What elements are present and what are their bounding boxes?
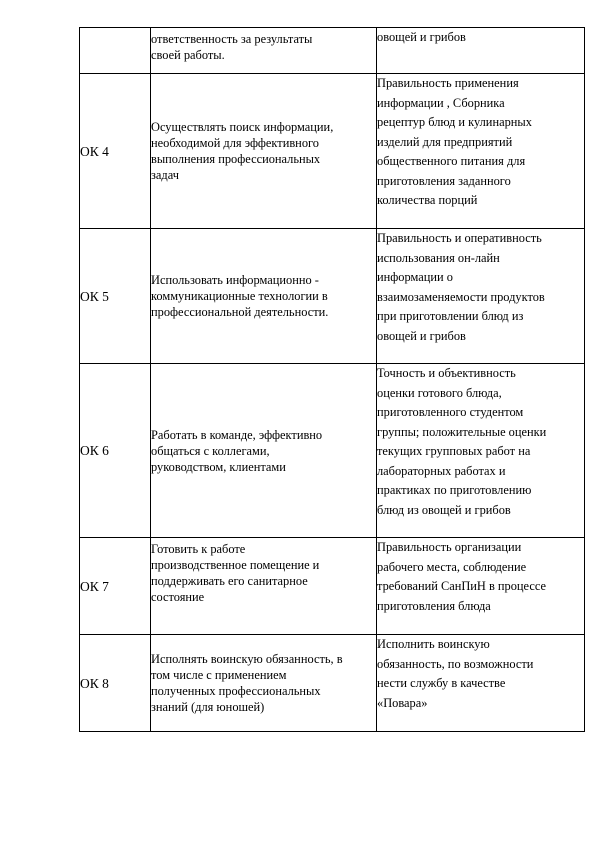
text-line: обязанность, по возможности xyxy=(377,656,534,671)
text-line: приготовленного студентом xyxy=(377,405,524,419)
text-line: своей работы. xyxy=(151,48,225,62)
table-row xyxy=(80,635,585,732)
text-line: поддерживать его санитарное xyxy=(151,574,308,588)
criteria-text xyxy=(377,229,585,364)
text-line: лабораторных работах и xyxy=(377,463,506,478)
text-line: практиках по приготовлению xyxy=(377,483,532,497)
competency-text xyxy=(151,635,377,732)
text-line: взаимозаменяемости продуктов xyxy=(377,289,545,304)
text-line: состояние xyxy=(151,590,205,604)
competency-text xyxy=(151,538,377,635)
text-line: Правильность применения xyxy=(377,76,519,90)
competency-text xyxy=(151,28,377,74)
text-line: производственное помещение и xyxy=(151,558,320,572)
text-line: «Повара» xyxy=(377,695,428,710)
text-line: коммуникационные технологии в xyxy=(151,289,328,303)
text-line: Точность и объективность xyxy=(377,366,516,380)
text-line: Правильность и оперативность xyxy=(377,231,542,245)
text-line: Исполнять воинскую обязанность, в xyxy=(151,652,343,666)
text-line: руководством, клиентами xyxy=(151,459,286,474)
competency-text xyxy=(151,74,377,229)
text-line: блюд из овощей и грибов xyxy=(377,502,511,517)
text-line: группы; положительные оценки xyxy=(377,424,547,439)
table-row xyxy=(80,74,585,229)
text-line: использования он-лайн xyxy=(377,250,500,265)
text-line: профессиональной деятельности. xyxy=(151,305,329,319)
competency-code: ОК 7 xyxy=(80,538,151,635)
text-line: Правильность организации xyxy=(377,540,522,554)
text-line: информации , Сборника xyxy=(377,95,505,110)
competency-code: ОК 4 xyxy=(80,74,151,229)
text-line: текущих групповых работ на xyxy=(377,444,531,458)
text-line: ответственность за результаты xyxy=(151,32,313,46)
text-line: рецептур блюд и кулинарных xyxy=(377,115,532,129)
text-line: оценки готового блюда, xyxy=(377,385,502,400)
criteria-text xyxy=(377,635,585,732)
criteria-text xyxy=(377,74,585,229)
table-row xyxy=(80,229,585,364)
text-line: приготовления блюда xyxy=(377,598,491,613)
competency-code: ОК 6 xyxy=(80,364,151,538)
table-row xyxy=(80,364,585,538)
text-line: Работать в команде, эффективно xyxy=(151,427,323,442)
competency-code: ОК 5 xyxy=(80,229,151,364)
text-line: нести службу в качестве xyxy=(377,676,506,690)
text-line: Готовить к работе xyxy=(151,542,246,556)
criteria-table xyxy=(79,27,585,732)
competency-text xyxy=(151,229,377,364)
text-line: общаться с коллегами, xyxy=(151,443,270,458)
text-line: необходимой для эффективного xyxy=(151,136,319,150)
criteria-text xyxy=(377,28,585,74)
competency-code: ОК 8 xyxy=(80,635,151,732)
text-line: количества порций xyxy=(377,193,478,207)
text-line: Исполнить воинскую xyxy=(377,637,490,651)
text-line: рабочего места, соблюдение xyxy=(377,559,527,574)
text-line: выполнения профессиональных xyxy=(151,152,321,166)
text-line: приготовления заданного xyxy=(377,173,511,188)
text-line: знаний (для юношей) xyxy=(151,700,265,714)
text-line: при приготовлении блюд из xyxy=(377,309,524,323)
criteria-text xyxy=(377,364,585,538)
text-line: Использовать информационно - xyxy=(151,273,319,287)
text-line: овощей и грибов xyxy=(377,328,466,343)
text-line: Осуществлять поиск информации, xyxy=(151,120,334,134)
text-line: овощей и грибов xyxy=(377,30,466,44)
text-line: общественного питания для xyxy=(377,154,526,168)
table-row xyxy=(80,538,585,635)
text-line: изделий для предприятий xyxy=(377,134,513,149)
competency-code xyxy=(80,28,151,74)
text-line: требований СанПиН в процессе xyxy=(377,579,547,593)
criteria-text xyxy=(377,538,585,635)
text-line: том числе с применением xyxy=(151,668,287,682)
competency-text xyxy=(151,364,377,538)
text-line: задач xyxy=(151,168,179,182)
table-row xyxy=(80,28,585,74)
text-line: полученных профессиональных xyxy=(151,684,321,698)
text-line: информации о xyxy=(377,270,453,284)
